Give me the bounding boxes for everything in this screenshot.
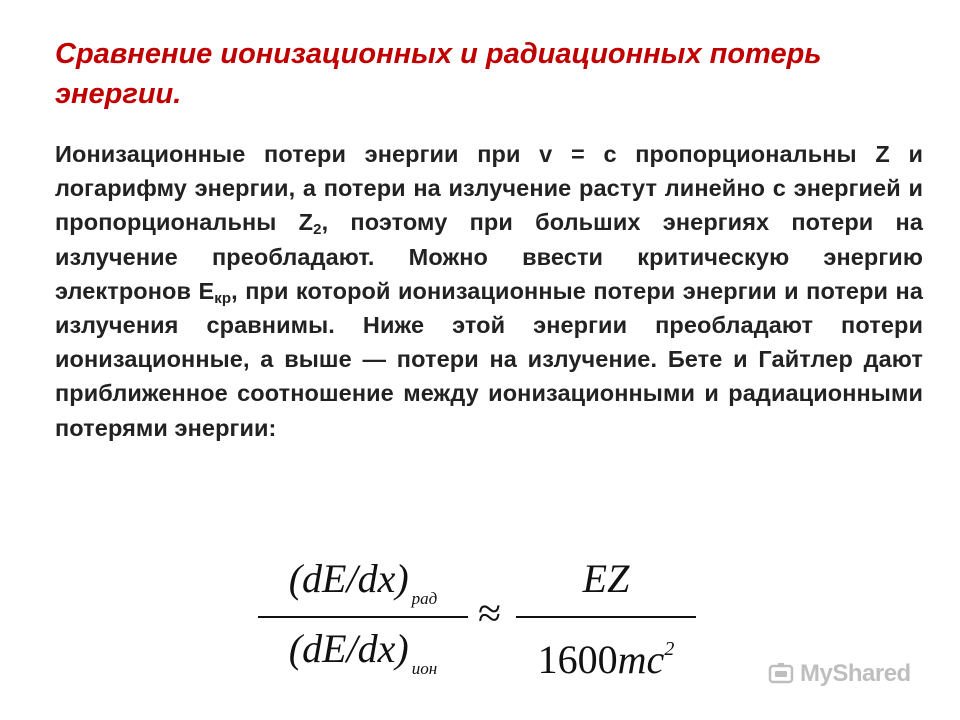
energy-charge-product: EZ	[582, 556, 630, 601]
rest-energy-term	[516, 624, 696, 685]
slide-title: Сравнение ионизационных и радиационных потерь энергии.	[55, 38, 822, 110]
paragraph-part-1: Ионизационные потери энергии при v = c пропорциональны Z и логарифму энергии, а потери на излучение растут линейно с энергией и пропорциональны Z	[55, 141, 923, 236]
critical-energy-subscript: кр	[214, 289, 232, 307]
paragraph-part-2: , поэтому при больших энергиях потери на излучение преобладают. Можно ввести критическую энергию электронов Е	[55, 209, 923, 304]
ionization-loss: (dE/dx) $_{ион}$	[288, 626, 438, 678]
radiation-loss: (dE/dx) $_{рад}$	[288, 556, 438, 608]
z-subscript: 2	[313, 221, 322, 239]
mass-light-term: mc	[617, 637, 665, 682]
myshared-logo-icon	[768, 662, 794, 686]
paragraph-part-3: , при которой ионизационные потери энергии и потери на излучения сравнимы. Ниже этой энергии преобладают потери ионизационные, а выше — потери на излучение. Бете и Гайтлер дают приближенное соотношение между ионизационными и радиационными потерями энергии:	[55, 277, 923, 441]
radiation-subscript: рад	[411, 589, 438, 608]
exponent: 2	[664, 638, 675, 660]
body-paragraph	[55, 137, 923, 445]
approx-sign: ≈	[478, 591, 502, 637]
coefficient: 1600	[537, 637, 618, 682]
fraction-bar-left	[258, 616, 468, 618]
myshared-watermark	[768, 657, 938, 691]
ionization-subscript: ион	[411, 659, 438, 678]
loss-ratio-fraction	[258, 552, 468, 682]
watermark-text: MyShared	[800, 660, 911, 687]
fraction-bar-right	[516, 616, 696, 618]
energy-fraction	[516, 552, 696, 682]
bethe-heitler-formula	[258, 552, 698, 682]
